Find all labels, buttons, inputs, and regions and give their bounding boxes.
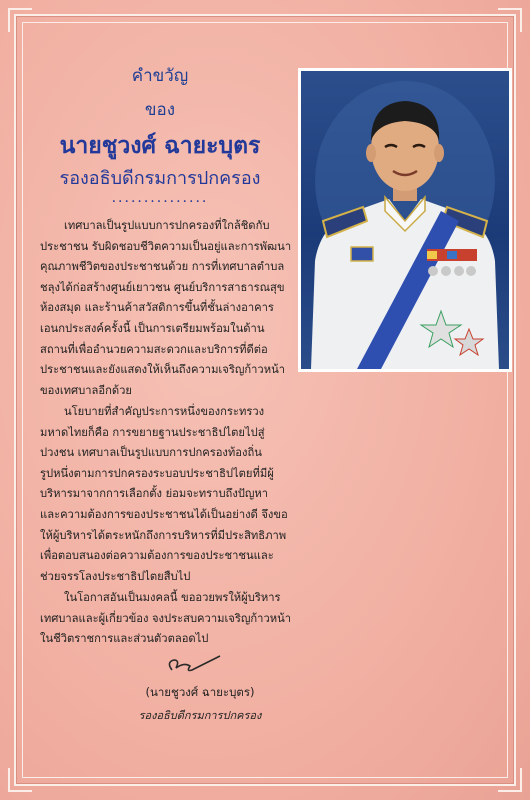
paragraph-2 xyxy=(40,402,290,587)
paragraph-3-line: ในชีวิตราชการและส่วนตัวตลอดไป xyxy=(40,632,209,646)
frame-corner-ornament xyxy=(498,768,522,792)
paragraph-1-line: ของเทศบาลอีกด้วย xyxy=(40,383,132,397)
frame-corner-ornament xyxy=(8,768,32,792)
paragraph-1-line: ชลุงได้ก่อสร้างศูนย์เยาวชน ศูนย์บริการสาธารณสุข xyxy=(40,280,285,294)
paragraph-2-line: และความต้องการของประชาชนได้เป็นอย่างดี จึงขอ xyxy=(40,507,288,521)
paragraph-3-line: ในโอกาสอันเป็นมงคลนี้ ขออวยพรให้ผู้บริหาร xyxy=(64,591,281,604)
paragraph-2-line: รูปหนึ่งตามการปกครองระบอบประชาธิปไตยที่มีผู้ xyxy=(40,466,274,480)
paragraph-1-line: ประชาชนและยังแสดงให้เห็นถึงความเจริญก้าวหน้า xyxy=(40,363,285,377)
heading-dotted-divider: ............... xyxy=(111,190,209,206)
frame-corner-ornament xyxy=(498,8,522,32)
paragraph-3 xyxy=(40,588,290,650)
paragraph-1-line: เทศบาลเป็นรูปแบบการปกครองที่ใกล้ชิดกับ xyxy=(64,219,270,232)
paragraph-2-line: ให้ผู้บริหารได้ตระหนักถึงการบริหารที่มีประสิทธิภาพ xyxy=(40,528,287,542)
signature-title: รองอธิบดีกรมการปกครอง xyxy=(138,709,262,722)
heading-author-name: นายชูวงศ์ ฉายะบุตร xyxy=(59,132,261,159)
portrait-illustration xyxy=(301,71,509,369)
paragraph-1 xyxy=(40,216,290,401)
signature-name: (นายชูวงศ์ ฉายะบุตร) xyxy=(145,685,255,699)
handwritten-signature xyxy=(150,648,230,678)
official-portrait-photo xyxy=(298,68,512,372)
paragraph-1-line: เอนกประสงค์ครั้งนี้ เป็นการเตรียมพร้อมในด้าน xyxy=(40,321,265,335)
paragraph-2-line: นโยบายที่สำคัญประการหนึ่งของกระทรวง xyxy=(64,405,265,418)
paragraph-1-line: คุณภาพชีวิตของประชาชนด้วย การที่เทศบาลตำบล xyxy=(40,260,285,274)
heading-author-title: รองอธิบดีกรมการปกครอง xyxy=(59,168,261,189)
paragraph-1-line: สถานที่เพื่ออำนวยความสะดวกและบริการที่ดีต่อ xyxy=(40,342,268,356)
paragraph-1-line: ห้องสมุด และร้านค้าสวัสดิการขึ้นที่ชั้นล่างอาคาร xyxy=(40,301,274,315)
frame-corner-ornament xyxy=(8,8,32,32)
paragraph-3-line: เทศบาลและผู้เกี่ยวข้อง จงประสบความเจริญก้าวหน้า xyxy=(40,611,292,625)
paragraph-2-line: บริหารมาจากการเลือกตั้ง ย่อมจะทราบถึงปัญหา xyxy=(40,487,269,501)
heading-blessing: คำขวัญ xyxy=(131,66,189,86)
paragraph-1-line: ประชาชน รับผิดชอบชีวิตความเป็นอยู่และการพัฒนา xyxy=(40,239,292,253)
heading-of: ของ xyxy=(144,100,176,120)
paragraph-2-line: ช่วยจรรโลงประชาธิปไตยสืบไป xyxy=(40,569,191,583)
paragraph-2-line: เพื่อตอบสนองต่อความต้องการของประชาชนและ xyxy=(40,549,274,563)
paragraph-2-line: ปวงชน เทศบาลเป็นรูปแบบการปกครองท้องถิ่น xyxy=(40,446,262,460)
paragraph-2-line: มหาดไทยก็คือ การขยายฐานประชาธิปไตยไปสู่ xyxy=(40,425,265,439)
